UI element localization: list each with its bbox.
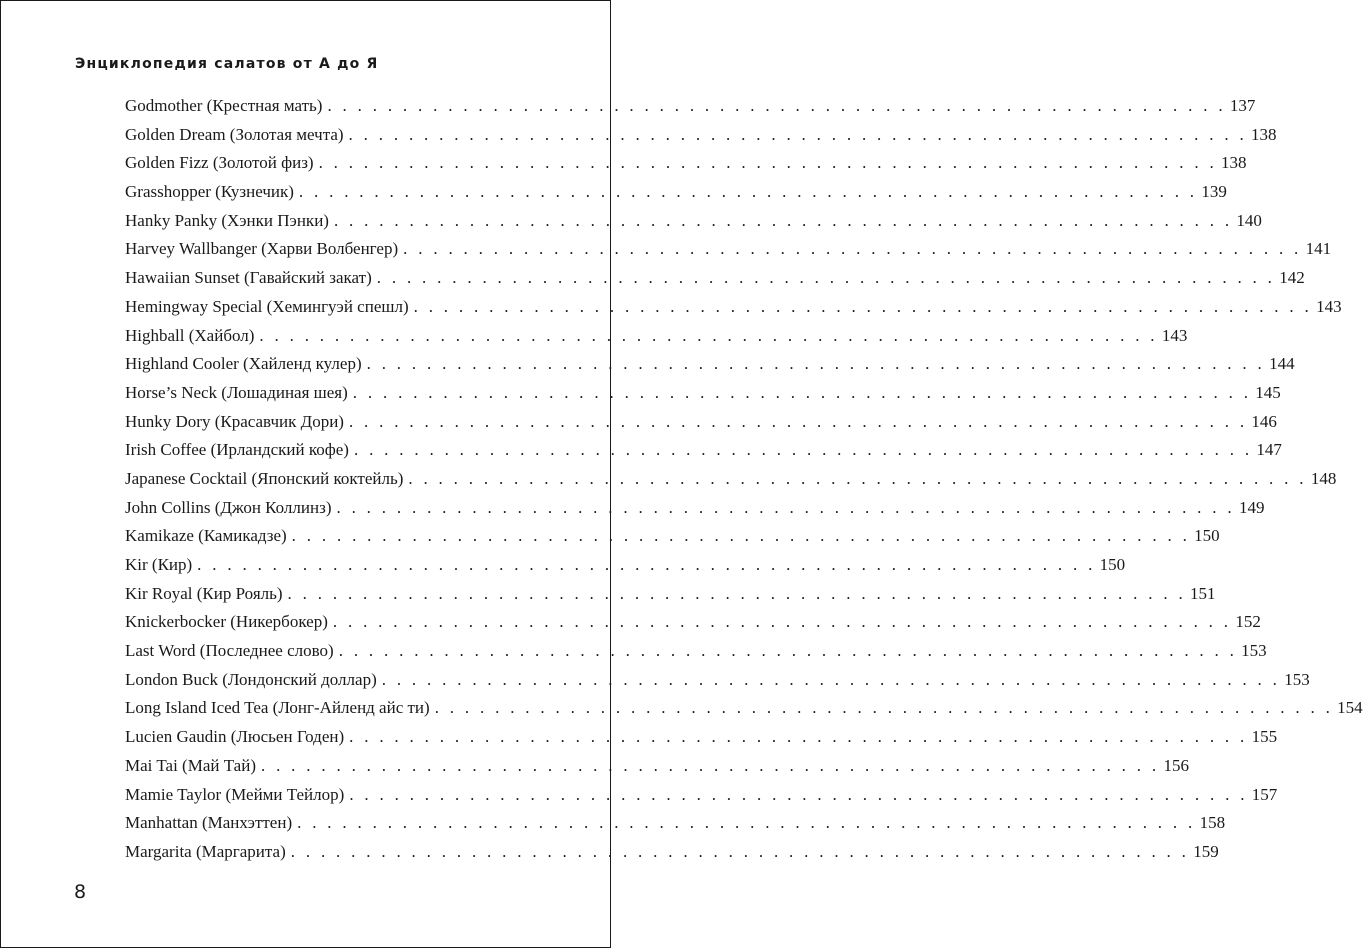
toc-entry-title: Mamie Taylor (Мейми Тейлор) — [125, 784, 345, 804]
dot-leader: . . . . . . . . . . . . . . . . . . . . . . . . . . . . . . . . . . . . . . . . . . . . . . . . . . . . . . . . . . . . — [376, 268, 1276, 288]
toc-entry — [125, 92, 1256, 121]
dot-leader: . . . . . . . . . . . . . . . . . . . . . . . . . . . . . . . . . . . . . . . . . . . . . . . . . . . . . . . . . . . . — [336, 497, 1235, 517]
toc-entry-page: 151 — [1190, 583, 1216, 603]
toc-entry-page: 153 — [1284, 669, 1310, 689]
toc-entry-title: Highland Cooler (Хайленд кулер) — [125, 354, 362, 374]
dot-leader: . . . . . . . . . . . . . . . . . . . . . . . . . . . . . . . . . . . . . . . . . . . . . . . . . . . . . . . . . . . . — [259, 325, 1158, 345]
toc-entry — [125, 121, 1277, 150]
toc-entry-title: Kir Royal (Кир Рояль) — [125, 583, 283, 603]
toc-entry-title: Long Island Iced Tea (Лонг-Айленд айс ти) — [125, 698, 430, 718]
toc-entry-page: 145 — [1255, 382, 1281, 402]
toc-entry-page: 142 — [1279, 268, 1305, 288]
toc-entry-title: Grasshopper (Кузнечик) — [125, 182, 294, 202]
toc-entry-page: 152 — [1235, 612, 1261, 632]
toc-entry-page: 141 — [1305, 239, 1332, 259]
dot-leader: . . . . . . . . . . . . . . . . . . . . . . . . . . . . . . . . . . . . . . . . . . . . . . . . . . . . . . . . . . . . — [260, 755, 1160, 775]
toc-entry-page: 146 — [1251, 411, 1277, 431]
toc-entry — [125, 494, 1265, 523]
dot-leader: . . . . . . . . . . . . . . . . . . . . . . . . . . . . . . . . . . . . . . . . . . . . . . . . . . . . . . . . . . . . — [327, 96, 1226, 115]
toc-entry — [125, 293, 1342, 322]
toc-entry-page: 150 — [1099, 555, 1126, 574]
toc-entry — [125, 235, 1332, 264]
toc-entry-page: 139 — [1201, 182, 1227, 202]
toc-entry-title: John Collins (Джон Коллинз) — [125, 497, 332, 517]
toc-entry — [125, 580, 1216, 609]
toc-entry-title: Japanese Cocktail (Японский коктейль) — [125, 468, 404, 488]
toc-entry — [125, 694, 1363, 723]
toc-entry-title: Last Word (Последнее слово) — [125, 641, 334, 661]
toc-entry-title: Mai Tai (Май Тай) — [125, 755, 256, 775]
dot-leader: . . . . . . . . . . . . . . . . . . . . . . . . . . . . . . . . . . . . . . . . . . . . . . . . . . . . . . . . . . . . — [352, 382, 1252, 402]
toc-entry-page: 143 — [1316, 296, 1342, 316]
toc-entry-page: 157 — [1251, 784, 1278, 804]
toc-entry-page: 144 — [1269, 354, 1295, 374]
dot-leader: . . . . . . . . . . . . . . . . . . . . . . . . . . . . . . . . . . . . . . . . . . . . . . . . . . . . . . . . . . . . — [297, 813, 1196, 833]
dot-leader: . . . . . . . . . . . . . . . . . . . . . . . . . . . . . . . . . . . . . . . . . . . . . . . . . . . . . . . . . . . . — [349, 727, 1248, 747]
dot-leader: . . . . . . . . . . . . . . . . . . . . . . . . . . . . . . . . . . . . . . . . . . . . . . . . . . . . . . . . . . . . — [333, 210, 1233, 230]
toc-entry-title: Kamikaze (Камикадзе) — [125, 526, 287, 546]
toc-entry-page: 138 — [1221, 153, 1247, 173]
toc-entry-title: Hanky Panky (Хэнки Пэнки) — [125, 210, 329, 230]
toc-entry-title: Knickerbocker (Никербокер) — [125, 612, 328, 632]
page-number: 8 — [74, 881, 87, 903]
dot-leader: . . . . . . . . . . . . . . . . . . . . . . . . . . . . . . . . . . . . . . . . . . . . . . . . . . . . . . . . . . . . — [290, 841, 1190, 861]
toc-entry-title: Harvey Wallbanger (Харви Волбенгер) — [125, 239, 399, 259]
toc-entry-page: 159 — [1193, 841, 1219, 861]
toc-entry-page: 154 — [1337, 698, 1363, 718]
dot-leader: . . . . . . . . . . . . . . . . . . . . . . . . . . . . . . . . . . . . . . . . . . . . . . . . . . . . . . . . . . . . — [413, 296, 1313, 316]
toc-entry-title: Manhattan (Манхэттен) — [125, 813, 293, 833]
toc-entry — [125, 608, 1261, 637]
toc-entry-title: Lucien Gaudin (Люсьен Годен) — [125, 727, 345, 747]
toc-entry — [125, 723, 1278, 752]
toc-entry — [125, 149, 1247, 178]
dot-leader: . . . . . . . . . . . . . . . . . . . . . . . . . . . . . . . . . . . . . . . . . . . . . . . . . . . . . . . . . . . . — [287, 583, 1186, 603]
toc-entry-title: Hawaiian Sunset (Гавайский закат) — [125, 268, 372, 288]
toc-entry-title: Kir (Кир) — [125, 555, 193, 574]
toc-entry-title: Hemingway Special (Хемингуэй спешл) — [125, 296, 409, 316]
toc-entry — [125, 809, 1226, 838]
dot-leader: . . . . . . . . . . . . . . . . . . . . . . . . . . . . . . . . . . . . . . . . . . . . . . . . . . . . . . . . . . . . — [349, 784, 1248, 804]
toc-entry-title: Irish Coffee (Ирландский кофе) — [125, 440, 349, 460]
dot-leader: . . . . . . . . . . . . . . . . . . . . . . . . . . . . . . . . . . . . . . . . . . . . . . . . . . . . . . . . . . . . — [381, 669, 1281, 689]
toc-entry-page: 158 — [1199, 813, 1226, 833]
dot-leader: . . . . . . . . . . . . . . . . . . . . . . . . . . . . . . . . . . . . . . . . . . . . . . . . . . . . . . . . . . . . — [408, 468, 1307, 488]
dot-leader: . . . . . . . . . . . . . . . . . . . . . . . . . . . . . . . . . . . . . . . . . . . . . . . . . . . . . . . . . . . . — [434, 698, 1334, 718]
toc-entry — [125, 436, 1282, 465]
toc-entry — [125, 752, 1189, 781]
dot-leader: . . . . . . . . . . . . . . . . . . . . . . . . . . . . . . . . . . . . . . . . . . . . . . . . . . . . . . . . . . . . — [298, 182, 1198, 202]
toc-entry — [125, 408, 1277, 437]
dot-leader: . . . . . . . . . . . . . . . . . . . . . . . . . . . . . . . . . . . . . . . . . . . . . . . . . . . . . . . . . . . . — [318, 153, 1218, 173]
dot-leader: . . . . . . . . . . . . . . . . . . . . . . . . . . . . . . . . . . . . . . . . . . . . . . . . . . . . . . . . . . . . — [338, 641, 1238, 661]
toc-entry-page: 149 — [1238, 497, 1265, 517]
toc-entry-page: 147 — [1256, 440, 1282, 460]
toc-entry — [125, 838, 1219, 867]
dot-leader: . . . . . . . . . . . . . . . . . . . . . . . . . . . . . . . . . . . . . . . . . . . . . . . . . . . . . . . . . . . . — [348, 124, 1247, 144]
dot-leader: . . . . . . . . . . . . . . . . . . . . . . . . . . . . . . . . . . . . . . . . . . . . . . . . . . . . . . . . . . . . — [291, 526, 1191, 546]
toc-entry — [125, 666, 1310, 695]
dot-leader: . . . . . . . . . . . . . . . . . . . . . . . . . . . . . . . . . . . . . . . . . . . . . . . . . . . . . . . . . . . . — [366, 354, 1266, 374]
toc-entry-title: Golden Dream (Золотая мечта) — [125, 124, 344, 144]
toc-entry-title: London Buck (Лондонский доллар) — [125, 669, 377, 689]
toc-entry-page: 155 — [1251, 727, 1278, 747]
toc-entry-page: 140 — [1236, 210, 1262, 230]
toc-entry-title: Golden Fizz (Золотой физ) — [125, 153, 314, 173]
toc-entry-title: Godmother (Крестная мать) — [125, 96, 323, 115]
dot-leader: . . . . . . . . . . . . . . . . . . . . . . . . . . . . . . . . . . . . . . . . . . . . . . . . . . . . . . . . . . . . — [332, 612, 1232, 632]
toc-entry-page: 150 — [1194, 526, 1220, 546]
table-of-contents — [125, 92, 1363, 867]
running-header: Энциклопедия салатов от А до Я — [75, 56, 379, 72]
toc-entry — [125, 322, 1188, 351]
toc-entry — [125, 264, 1305, 293]
toc-entry-page: 148 — [1310, 468, 1337, 488]
toc-entry-title: Margarita (Маргарита) — [125, 841, 286, 861]
toc-entry — [125, 781, 1278, 810]
toc-entry — [125, 350, 1295, 379]
toc-entry — [125, 637, 1267, 666]
toc-entry-page: 138 — [1251, 124, 1277, 144]
toc-entry-title: Hunky Dory (Красавчик Дори) — [125, 411, 344, 431]
toc-entry-title: Highball (Хайбол) — [125, 325, 255, 345]
toc-entry-page: 137 — [1229, 96, 1256, 115]
toc-entry — [125, 522, 1220, 551]
toc-entry — [125, 379, 1281, 408]
dot-leader: . . . . . . . . . . . . . . . . . . . . . . . . . . . . . . . . . . . . . . . . . . . . . . . . . . . . . . . . . . . . — [197, 555, 1096, 574]
toc-entry-title: Horse’s Neck (Лошадиная шея) — [125, 382, 348, 402]
toc-entry-page: 143 — [1161, 325, 1188, 345]
toc-entry — [125, 551, 1126, 580]
dot-leader: . . . . . . . . . . . . . . . . . . . . . . . . . . . . . . . . . . . . . . . . . . . . . . . . . . . . . . . . . . . . — [403, 239, 1302, 259]
dot-leader: . . . . . . . . . . . . . . . . . . . . . . . . . . . . . . . . . . . . . . . . . . . . . . . . . . . . . . . . . . . . — [348, 411, 1248, 431]
toc-entry — [125, 465, 1337, 494]
toc-entry — [125, 207, 1262, 236]
dot-leader: . . . . . . . . . . . . . . . . . . . . . . . . . . . . . . . . . . . . . . . . . . . . . . . . . . . . . . . . . . . . — [353, 440, 1253, 460]
toc-entry — [125, 178, 1227, 207]
toc-entry-page: 156 — [1163, 755, 1189, 775]
toc-entry-page: 153 — [1241, 641, 1267, 661]
